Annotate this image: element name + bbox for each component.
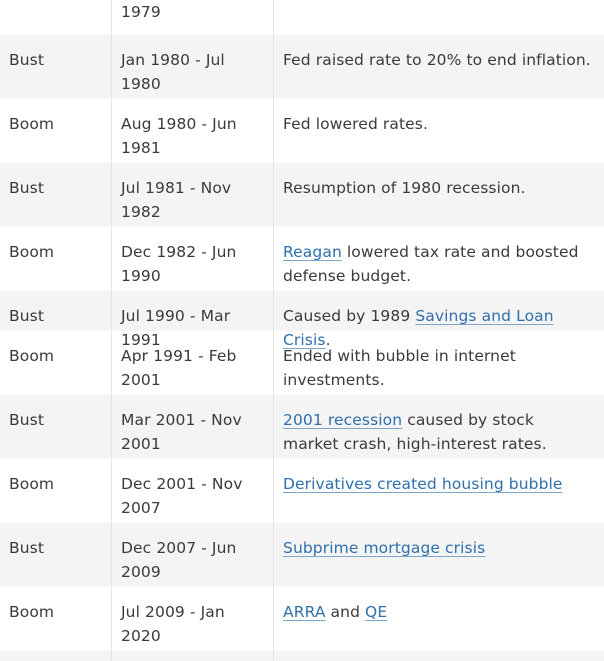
date-range-cell [112, 651, 274, 661]
date-range-cell: Jul 1981 - Nov 1982 [112, 163, 274, 227]
event-description-cell [274, 331, 604, 395]
cycle-phase-cell: Boom [0, 99, 112, 163]
event-link[interactable]: Derivatives created housing bubble [283, 475, 563, 493]
date-range-cell: Aug 1980 - Jun 1981 [112, 99, 274, 163]
date-range-cell: Dec 2001 - Nov 2007 [112, 459, 274, 523]
event-text: . [325, 331, 331, 349]
event-link[interactable]: QE [365, 603, 388, 621]
event-description-cell [274, 291, 604, 349]
event-description-cell [274, 395, 604, 459]
table-row [0, 395, 604, 459]
table-row [0, 99, 604, 163]
event-text: Fed raised rate to 20% to end inflation. [283, 51, 591, 69]
cycle-phase-cell [0, 0, 112, 35]
table-row [0, 459, 604, 523]
table-row [0, 587, 604, 651]
event-description-cell [274, 99, 604, 163]
event-description-cell [274, 35, 604, 99]
table-row [0, 651, 604, 661]
table-row [0, 523, 604, 587]
event-description-cell [274, 523, 604, 587]
date-range-cell: Apr 1991 - Feb 2001 [112, 331, 274, 395]
cycle-phase-cell: Bust [0, 523, 112, 587]
event-text: Resumption of 1980 recession. [283, 179, 526, 197]
table-row [0, 35, 604, 99]
event-description-cell [274, 651, 604, 661]
cycle-phase-cell: Boom [0, 459, 112, 523]
event-text: Fed lowered rates. [283, 115, 428, 133]
cycle-phase-cell: Bust [0, 395, 112, 459]
event-link[interactable]: Subprime mortgage crisis [283, 539, 486, 557]
date-range-cell: 1979 [112, 0, 274, 35]
date-range-cell: Mar 2001 - Nov 2001 [112, 395, 274, 459]
cycle-phase-cell: Boom [0, 331, 112, 395]
event-text: and [325, 603, 366, 621]
cycle-phase-cell: Boom [0, 227, 112, 291]
event-link[interactable]: Reagan [283, 243, 342, 261]
event-link[interactable]: ARRA [283, 603, 326, 621]
event-text: Caused by 1989 [283, 307, 416, 325]
event-description-cell [274, 227, 604, 291]
cycle-phase-cell: Bust [0, 35, 112, 99]
table-row [0, 291, 604, 349]
event-description-cell [274, 163, 604, 227]
event-description-cell [274, 459, 604, 523]
table-row [0, 163, 604, 227]
table-row [0, 0, 604, 35]
date-range-cell: Jul 2009 - Jan 2020 [112, 587, 274, 651]
date-range-cell: Dec 1982 - Jun 1990 [112, 227, 274, 291]
cycle-phase-cell: Bust [0, 291, 112, 331]
event-text: caused by stock market crash, high-interest rates. [283, 411, 547, 453]
date-range-cell: Jul 1990 - Mar 1991 [112, 291, 274, 331]
cycle-phase-cell [0, 651, 112, 661]
date-range-cell: Dec 2007 - Jun 2009 [112, 523, 274, 587]
cycle-phase-cell: Bust [0, 163, 112, 227]
event-link[interactable]: Savings and Loan Crisis [283, 307, 554, 349]
event-text: Ended with bubble in internet investments. [283, 347, 516, 389]
event-description-cell [274, 0, 604, 35]
table-row [0, 227, 604, 291]
table-row [0, 331, 604, 395]
event-link[interactable]: 2001 recession [283, 411, 403, 429]
event-description-cell [274, 587, 604, 651]
date-range-cell: Jan 1980 - Jul 1980 [112, 35, 274, 99]
event-text: lowered tax rate and boosted defense budget. [283, 243, 579, 285]
cycle-phase-cell: Boom [0, 587, 112, 651]
